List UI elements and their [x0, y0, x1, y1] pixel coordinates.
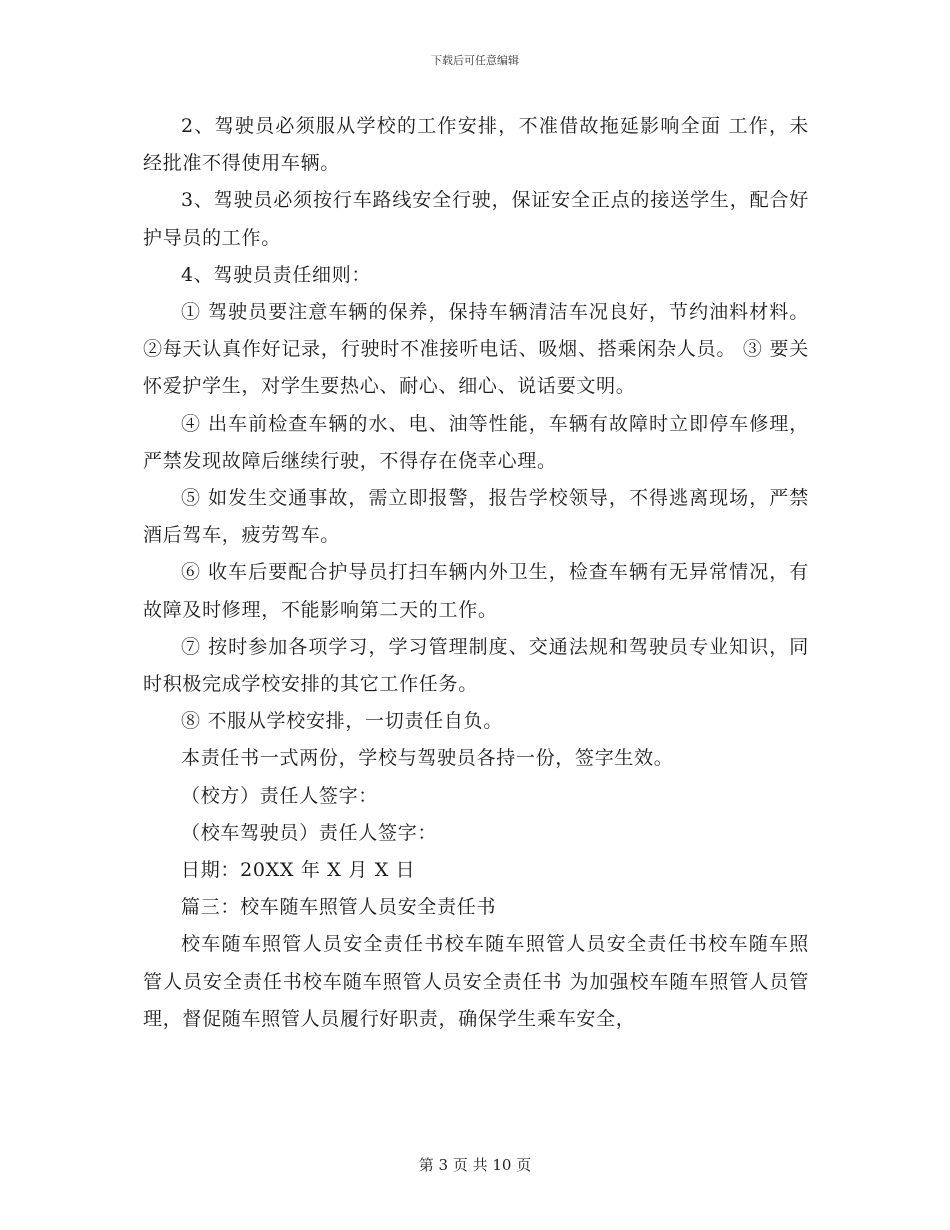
paragraph: 2、驾驶员必须服从学校的工作安排，不准借故拖延影响全面 工作，未经批准不得使用车辆。	[143, 115, 809, 175]
date-line: 日期：20XX 年 X 月 X 日	[181, 859, 416, 882]
page-number: 第 3 页 共 10 页	[418, 1156, 532, 1174]
signature-line-driver: （校车驾驶员）责任人签字：	[181, 821, 438, 844]
paragraph: ⑧ 不服从学校安排，一切责任自负。	[181, 710, 503, 733]
paragraph: ⑦ 按时参加各项学习，学习管理制度、交通法规和驾驶员专业知识，同时积极完成学校安排的其它工作任务。	[143, 635, 809, 696]
signature-line-school: （校方）责任人签字：	[181, 784, 379, 807]
paragraph: ① 驾驶员要注意车辆的保养，保持车辆清洁车况良好，节约油料材料。 ②每天认真作好记录，行驶时不准接听电话、吸烟、搭乘闲杂人员。 ③ 要关怀爱护学生，对学生要热心、耐心、细心、说话要文明。	[143, 301, 809, 398]
paragraph: 4、驾驶员责任细则：	[181, 263, 372, 286]
paragraph: ⑥ 收车后要配合护导员打扫车辆内外卫生，检查车辆有无异常情况，有故障及时修理，不能影响第二天的工作。	[143, 561, 809, 621]
paragraph: 校车随车照管人员安全责任书校车随车照管人员安全责任书校车随车照管人员安全责任书校车随车照管人员安全责任书 为加强校车随车照管人员管理，督促随车照管人员履行好职责，确保学生乘车安全，	[143, 933, 809, 1030]
paragraph: 本责任书一式两份，学校与驾驶员各持一份，签字生效。	[181, 747, 674, 770]
paragraph: ④ 出车前检查车辆的水、电、油等性能，车辆有故障时立即停车修理，严禁发现故障后继续行驶，不得存在侥幸心理。	[143, 412, 809, 472]
paragraph: 3、驾驶员必须按行车路线安全行驶，保证安全正点的接送学生，配合好护导员的工作。	[143, 189, 809, 249]
document-body	[143, 108, 809, 1038]
page-header-note: 下载后可任意编辑	[431, 54, 519, 67]
paragraph: ⑤ 如发生交通事故，需立即报警，报告学校领导，不得逃离现场，严禁酒后驾车，疲劳驾车。	[143, 487, 809, 547]
section-heading: 篇三：校车随车照管人员安全责任书	[181, 896, 497, 919]
